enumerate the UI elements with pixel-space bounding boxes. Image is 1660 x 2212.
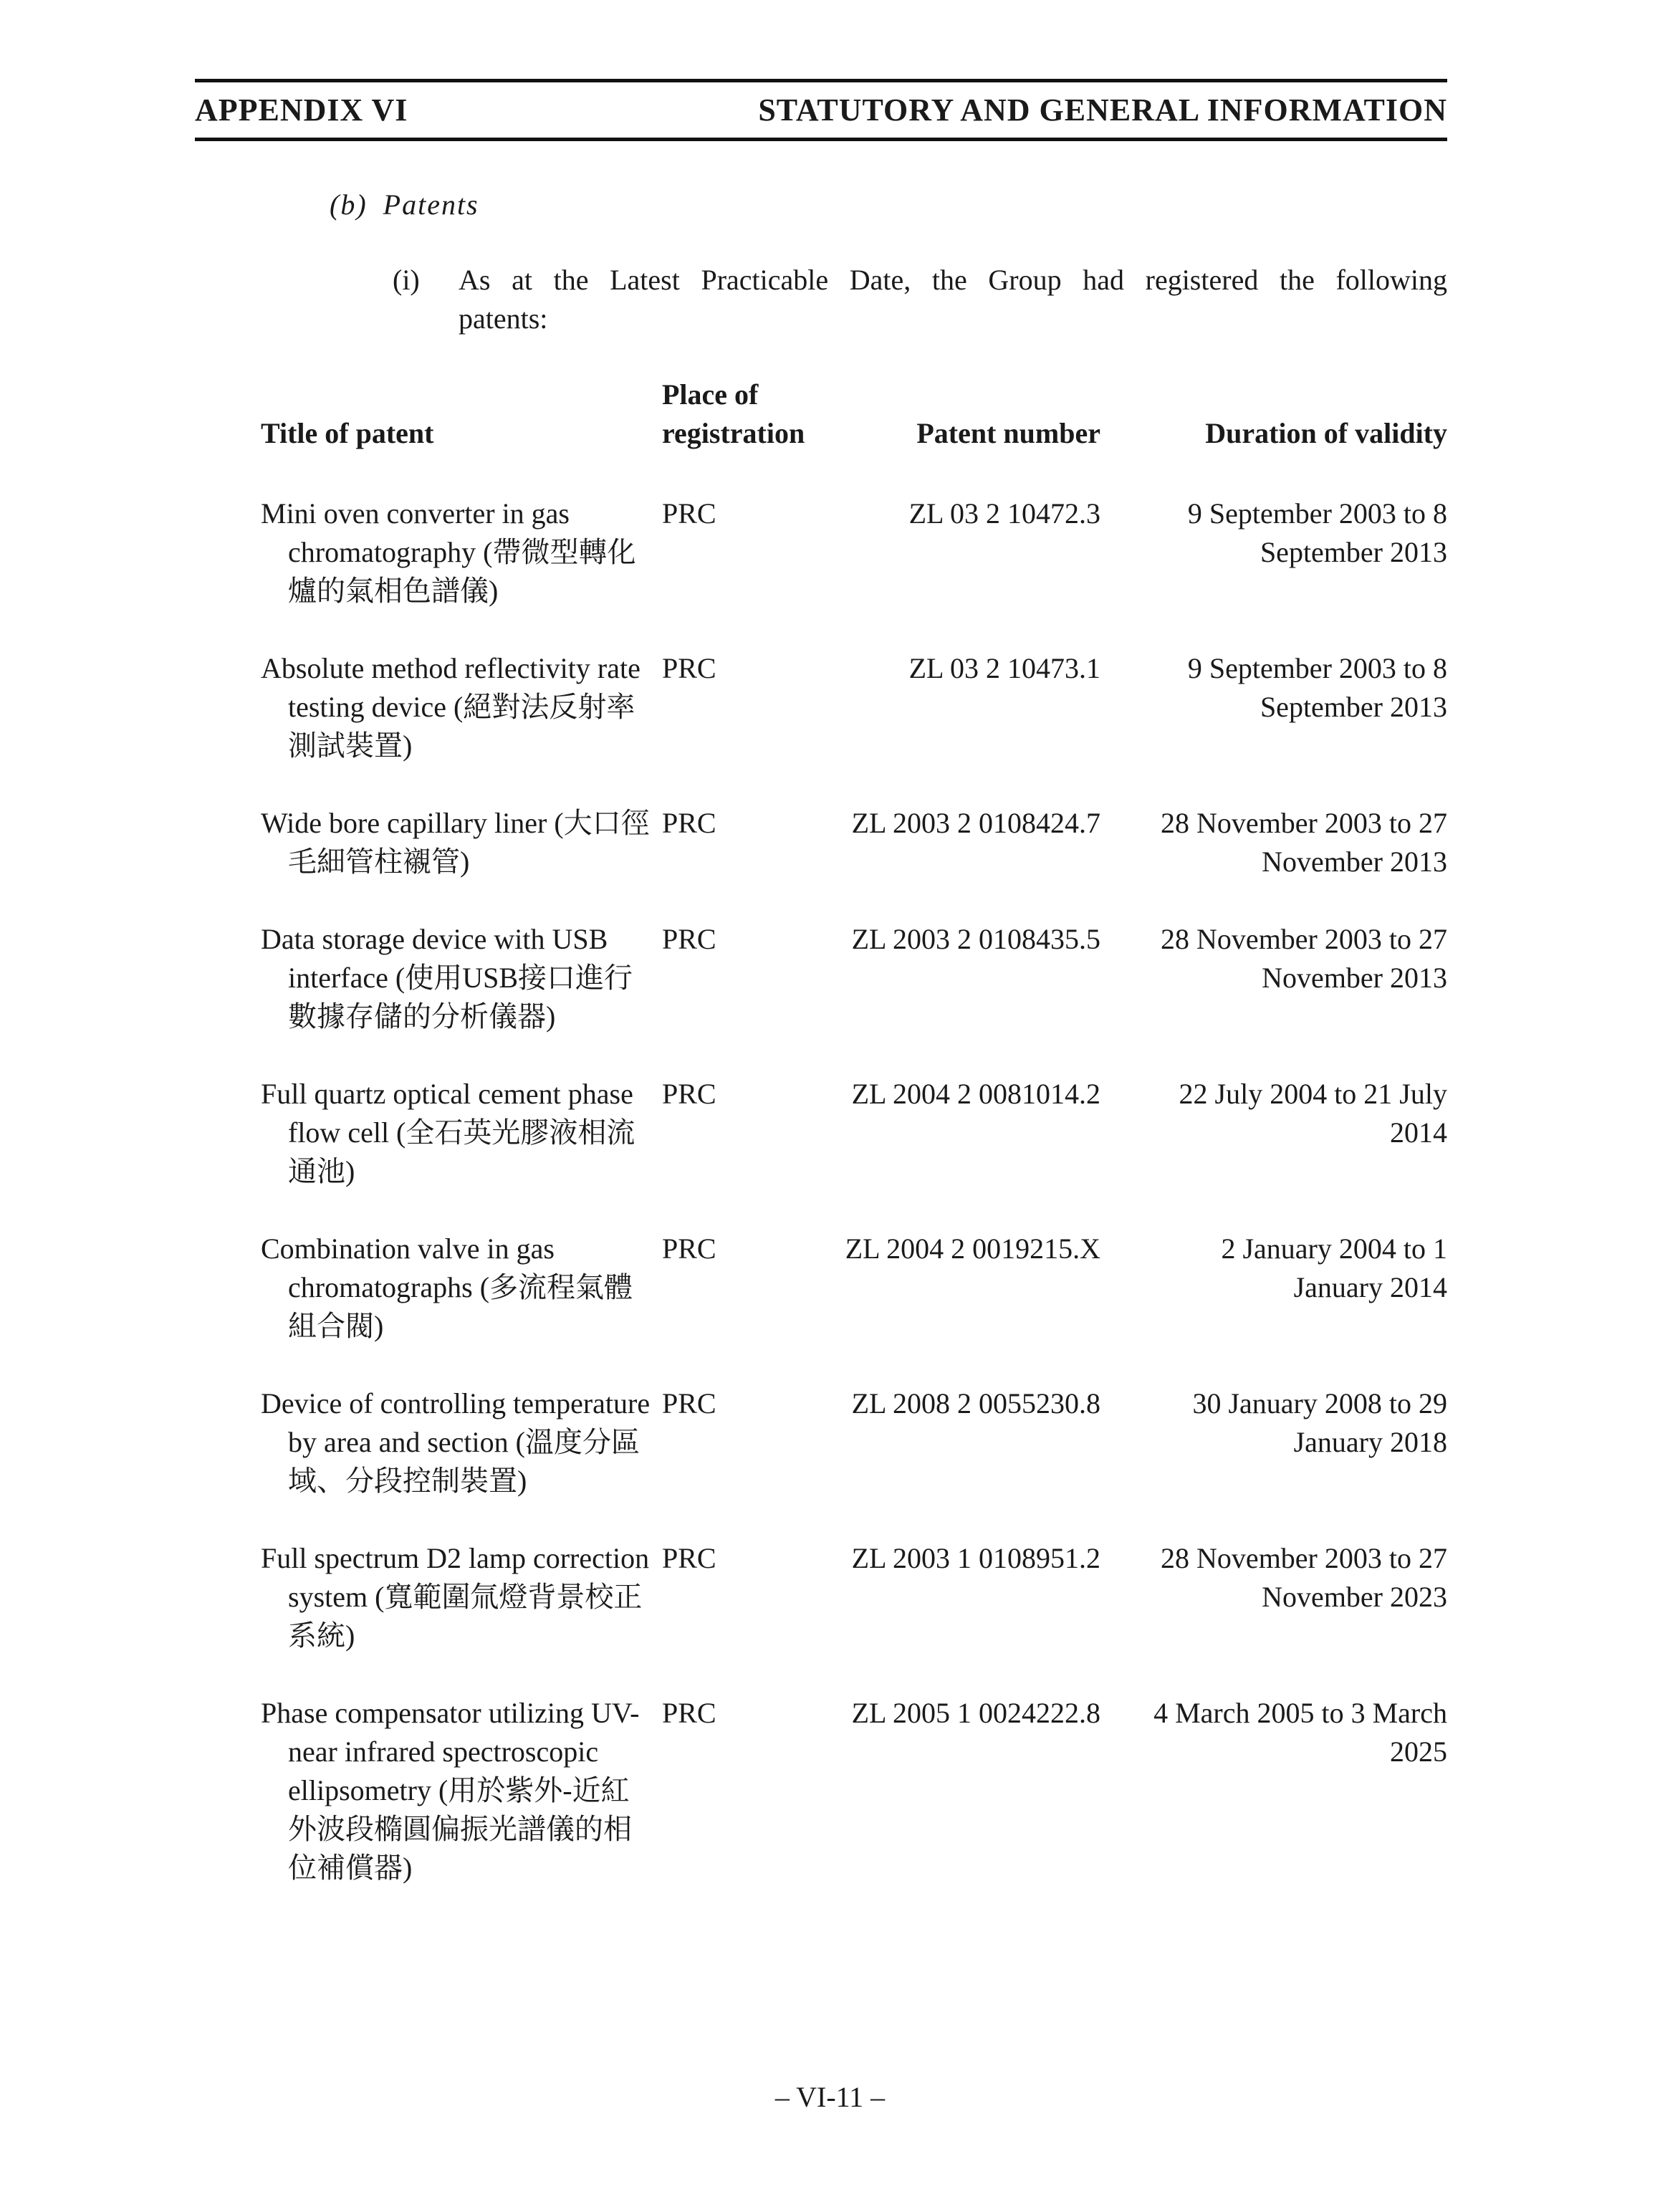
table-row [261, 1539, 1447, 1655]
place-of-registration: PRC [662, 1232, 716, 1265]
header-top-rule [195, 79, 1447, 82]
subsection-title: Patents [383, 188, 479, 221]
table-header [261, 367, 1447, 453]
header-patent-number: Patent number [916, 417, 1100, 449]
patent-title: Combination valve in gas chromatographs (多流程氣體組合閥) [261, 1232, 633, 1342]
header-title-of-patent: Title of patent [261, 417, 434, 449]
intro-text: As at the Latest Practicable Date, the Group had registered the following patents: [459, 264, 1447, 335]
table-row [261, 920, 1447, 1036]
table-row [261, 1694, 1447, 1887]
table-row [261, 1384, 1447, 1500]
duration-of-validity: 4 March 2005 to 3 March 2025 [1153, 1697, 1447, 1768]
intro-number: (i) [393, 264, 420, 296]
place-of-registration: PRC [662, 923, 716, 955]
patent-title: Data storage device with USB interface (使用USB接口進行數據存儲的分析儀器) [261, 923, 633, 1033]
place-of-registration: PRC [662, 1078, 716, 1110]
duration-of-validity: 28 November 2003 to 27 November 2013 [1161, 923, 1447, 994]
table-row [261, 494, 1447, 611]
patent-number: ZL 2003 1 0108951.2 [851, 1542, 1100, 1574]
place-of-registration: PRC [662, 807, 716, 839]
place-of-registration: PRC [662, 497, 716, 530]
page-number: – VI-11 – [774, 2081, 886, 2113]
subsection-label: (b) [330, 188, 368, 221]
patent-title: Absolute method reflectivity rate testing device (絕對法反射率測試裝置) [261, 652, 641, 762]
place-of-registration: PRC [662, 652, 716, 684]
patent-number: ZL 2003 2 0108435.5 [851, 923, 1100, 955]
place-of-registration: PRC [662, 1542, 716, 1574]
duration-of-validity: 22 July 2004 to 21 July 2014 [1179, 1078, 1447, 1149]
patent-title: Device of controlling temperature by area and section (溫度分區域、分段控制裝置) [261, 1387, 651, 1497]
patents-table [261, 367, 1447, 1926]
duration-of-validity: 28 November 2003 to 27 November 2023 [1161, 1542, 1447, 1613]
patent-number: ZL 03 2 10472.3 [908, 497, 1100, 530]
table-row [261, 649, 1447, 765]
patent-number: ZL 2008 2 0055230.8 [851, 1387, 1100, 1419]
patent-number: ZL 2005 1 0024222.8 [851, 1697, 1100, 1729]
table-body [261, 494, 1447, 1887]
patent-number: ZL 2003 2 0108424.7 [851, 807, 1100, 839]
duration-of-validity: 2 January 2004 to 1 January 2014 [1221, 1232, 1447, 1303]
patents-subsection-heading [330, 188, 479, 221]
header-bottom-rule [195, 138, 1447, 141]
patent-title: Phase compensator utilizing UV-near infrared spectroscopic ellipsometry (用於紫外-近紅外波段橢圓偏振光譜儀的相位補償器) [261, 1697, 640, 1884]
place-of-registration: PRC [662, 1697, 716, 1729]
section-heading-title: STATUTORY AND GENERAL INFORMATION [758, 92, 1447, 128]
table-row [261, 804, 1447, 881]
patent-title: Mini oven converter in gas chromatography (帶微型轉化爐的氣相色譜儀) [261, 497, 636, 607]
duration-of-validity: 28 November 2003 to 27 November 2013 [1161, 807, 1447, 878]
place-of-registration: PRC [662, 1387, 716, 1419]
duration-of-validity: 9 September 2003 to 8 September 2013 [1187, 652, 1447, 723]
patent-number: ZL 2004 2 0019215.X [845, 1232, 1100, 1265]
table-row [261, 1075, 1447, 1191]
patent-number: ZL 03 2 10473.1 [908, 652, 1100, 684]
duration-of-validity: 30 January 2008 to 29 January 2018 [1192, 1387, 1447, 1458]
patent-number: ZL 2004 2 0081014.2 [851, 1078, 1100, 1110]
patent-title: Wide bore capillary liner (大口徑毛細管柱襯管) [261, 807, 650, 878]
intro-paragraph [393, 261, 1447, 338]
appendix-label: APPENDIX VI [195, 92, 408, 128]
header-place-of-registration: Place of registration [662, 378, 805, 449]
patent-title: Full spectrum D2 lamp correction system (寬範圍氚燈背景校正系統) [261, 1542, 650, 1652]
header-duration-of-validity: Duration of validity [1205, 417, 1447, 449]
duration-of-validity: 9 September 2003 to 8 September 2013 [1187, 497, 1447, 568]
table-row [261, 1230, 1447, 1346]
patent-title: Full quartz optical cement phase flow cell (全石英光膠液相流通池) [261, 1078, 635, 1187]
